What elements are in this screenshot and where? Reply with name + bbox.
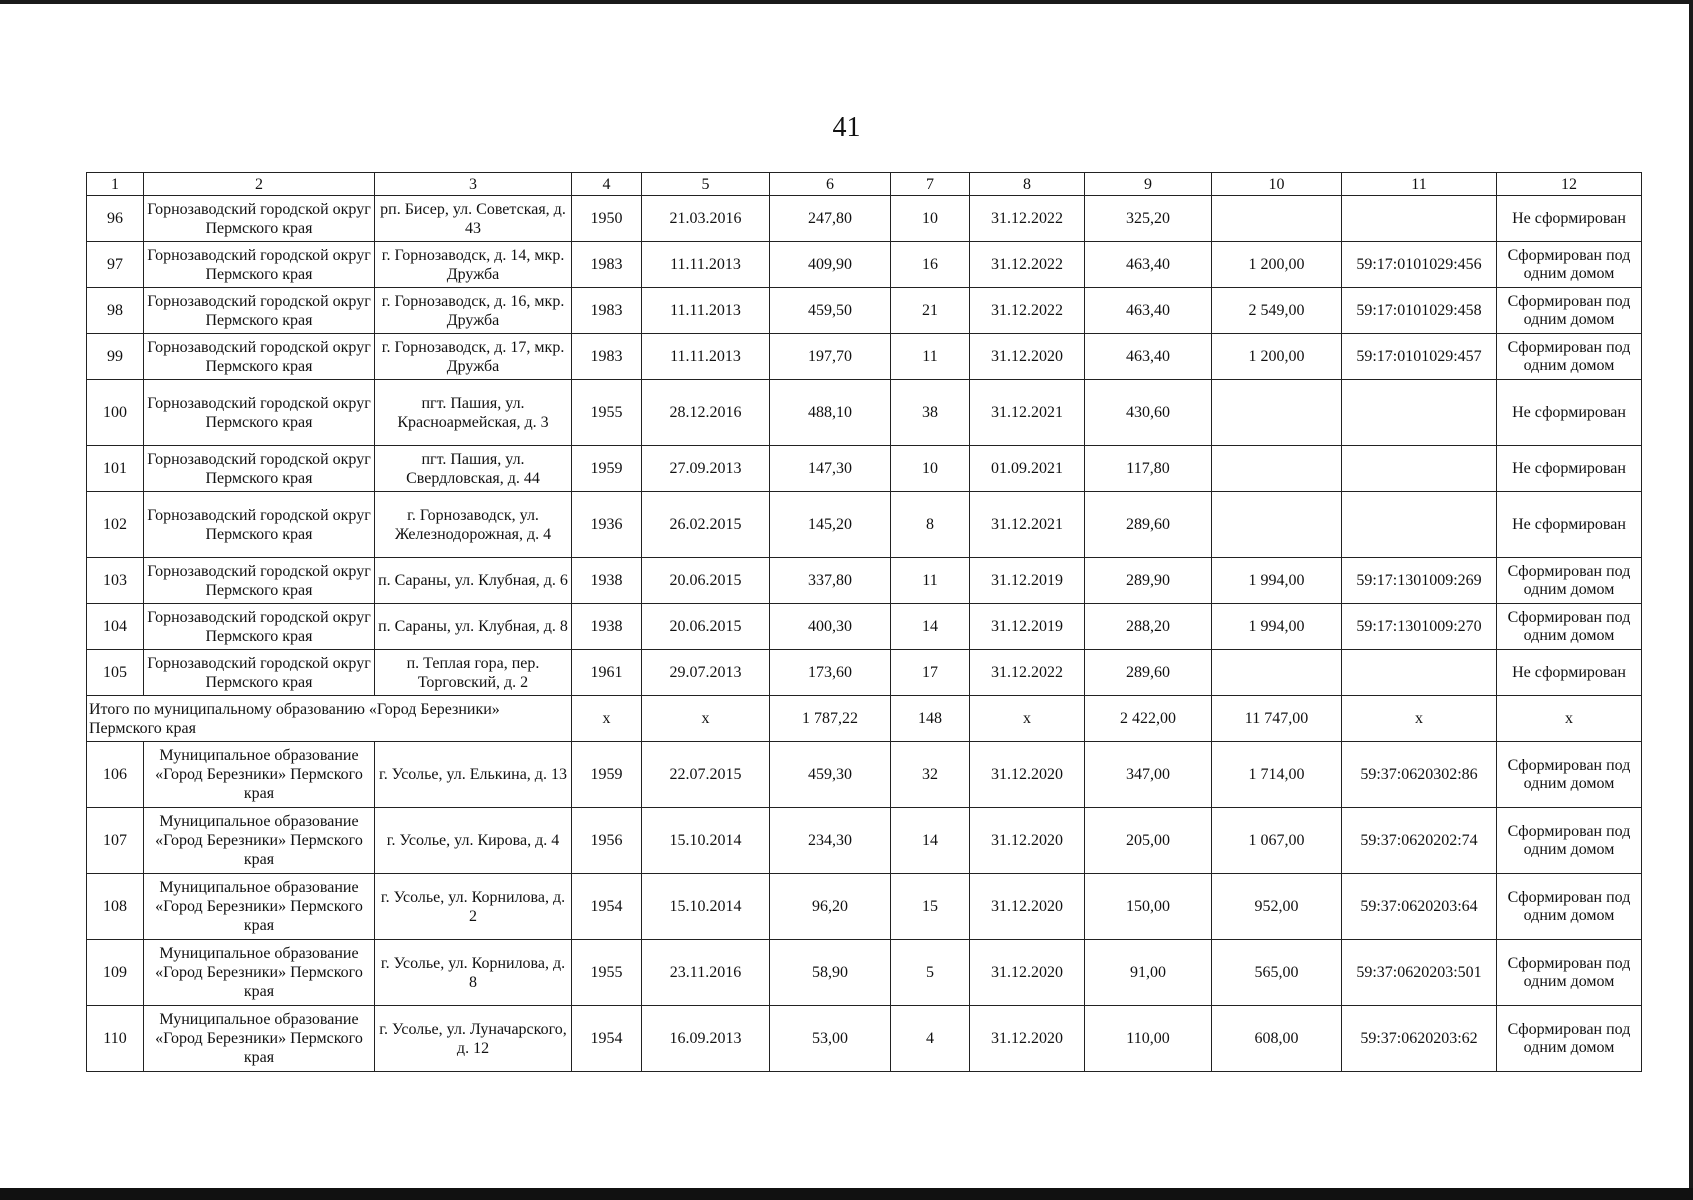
planned-date-cell: 31.12.2020 [970, 334, 1085, 380]
land-area-cell: 952,00 [1212, 874, 1342, 940]
area-cell: 337,80 [770, 558, 891, 604]
land-status-cell: Не сформирован [1497, 446, 1642, 492]
housing-register-table [86, 172, 1642, 1072]
municipality-cell: Муниципальное образование «Город Березники» Пермского края [144, 874, 375, 940]
land-area-cell [1212, 446, 1342, 492]
planned-area-cell: 205,00 [1085, 808, 1212, 874]
residents-cell: 10 [891, 446, 970, 492]
area-cell: 234,30 [770, 808, 891, 874]
recognition-date-cell: 11.11.2013 [642, 288, 770, 334]
residents-cell: 15 [891, 874, 970, 940]
page-number: 41 [832, 112, 861, 143]
municipality-cell: Муниципальное образование «Город Березники» Пермского края [144, 742, 375, 808]
row-number: 98 [87, 288, 144, 334]
planned-area-cell: 289,60 [1085, 492, 1212, 558]
residents-cell: 14 [891, 808, 970, 874]
planned-date-cell: 31.12.2020 [970, 742, 1085, 808]
planned-area-cell: 289,60 [1085, 650, 1212, 696]
cadastral-number-cell: 59:17:1301009:269 [1342, 558, 1497, 604]
planned-date-cell: 31.12.2020 [970, 874, 1085, 940]
cadastral-number-cell: 59:17:0101029:457 [1342, 334, 1497, 380]
recognition-date-cell: 20.06.2015 [642, 558, 770, 604]
table-row [87, 334, 1642, 380]
area-cell: 197,70 [770, 334, 891, 380]
cadastral-number-cell [1342, 196, 1497, 242]
table-row [87, 242, 1642, 288]
municipality-cell: Горнозаводский городской округ Пермского края [144, 492, 375, 558]
address-cell: г. Усолье, ул. Корнилова, д. 2 [375, 874, 572, 940]
land-status-cell: Сформирован под одним домом [1497, 334, 1642, 380]
column-number: 9 [1085, 173, 1212, 196]
address-cell: пгт. Пашия, ул. Свердловская, д. 44 [375, 446, 572, 492]
row-number: 97 [87, 242, 144, 288]
address-cell: рп. Бисер, ул. Советская, д. 43 [375, 196, 572, 242]
municipality-cell: Горнозаводский городской округ Пермского края [144, 650, 375, 696]
planned-area-cell: 463,40 [1085, 334, 1212, 380]
year-built-cell: 1983 [572, 334, 642, 380]
table-row [87, 1006, 1642, 1072]
year-built-cell: 1959 [572, 446, 642, 492]
table-row [87, 558, 1642, 604]
land-status-cell: Сформирован под одним домом [1497, 742, 1642, 808]
land-status-cell: Не сформирован [1497, 196, 1642, 242]
row-number: 107 [87, 808, 144, 874]
land-area-cell [1212, 650, 1342, 696]
planned-area-cell: 463,40 [1085, 288, 1212, 334]
planned-area-cell: 91,00 [1085, 940, 1212, 1006]
recognition-date-cell: 16.09.2013 [642, 1006, 770, 1072]
municipality-cell: Муниципальное образование «Город Березники» Пермского края [144, 808, 375, 874]
area-cell: 459,30 [770, 742, 891, 808]
land-area-cell [1212, 492, 1342, 558]
row-number: 110 [87, 1006, 144, 1072]
residents-cell: 16 [891, 242, 970, 288]
total-label: Итого по муниципальному образованию «Город Березники» Пермского края [87, 696, 572, 742]
planned-date-cell: 31.12.2022 [970, 196, 1085, 242]
planned-date-cell: 01.09.2021 [970, 446, 1085, 492]
land-area-cell: 565,00 [1212, 940, 1342, 1006]
area-cell: 96,20 [770, 874, 891, 940]
area-cell: 247,80 [770, 196, 891, 242]
municipality-cell: Горнозаводский городской округ Пермского края [144, 558, 375, 604]
land-status-cell: Не сформирован [1497, 380, 1642, 446]
planned-date-cell: 31.12.2022 [970, 288, 1085, 334]
cadastral-number-cell [1342, 380, 1497, 446]
planned-date-cell: 31.12.2022 [970, 242, 1085, 288]
total-status-cell: x [1497, 696, 1642, 742]
table-row [87, 940, 1642, 1006]
residents-cell: 8 [891, 492, 970, 558]
column-number: 10 [1212, 173, 1342, 196]
address-cell: г. Усолье, ул. Луначарского, д. 12 [375, 1006, 572, 1072]
land-status-cell: Не сформирован [1497, 650, 1642, 696]
land-status-cell: Сформирован под одним домом [1497, 808, 1642, 874]
total-year-cell: x [572, 696, 642, 742]
land-area-cell: 1 714,00 [1212, 742, 1342, 808]
year-built-cell: 1955 [572, 940, 642, 1006]
recognition-date-cell: 20.06.2015 [642, 604, 770, 650]
land-area-cell: 2 549,00 [1212, 288, 1342, 334]
planned-date-cell: 31.12.2021 [970, 380, 1085, 446]
municipality-cell: Горнозаводский городской округ Пермского края [144, 446, 375, 492]
residents-cell: 10 [891, 196, 970, 242]
area-cell: 145,20 [770, 492, 891, 558]
cadastral-number-cell [1342, 492, 1497, 558]
residents-cell: 11 [891, 558, 970, 604]
residents-cell: 38 [891, 380, 970, 446]
municipality-cell: Горнозаводский городской округ Пермского края [144, 380, 375, 446]
planned-area-cell: 430,60 [1085, 380, 1212, 446]
column-number: 8 [970, 173, 1085, 196]
municipality-cell: Муниципальное образование «Город Березники» Пермского края [144, 940, 375, 1006]
planned-date-cell: 31.12.2020 [970, 940, 1085, 1006]
residents-cell: 5 [891, 940, 970, 1006]
municipality-cell: Горнозаводский городской округ Пермского края [144, 242, 375, 288]
residents-cell: 4 [891, 1006, 970, 1072]
year-built-cell: 1983 [572, 288, 642, 334]
land-status-cell: Сформирован под одним домом [1497, 604, 1642, 650]
cadastral-number-cell [1342, 650, 1497, 696]
recognition-date-cell: 23.11.2016 [642, 940, 770, 1006]
table-row [87, 604, 1642, 650]
column-number: 7 [891, 173, 970, 196]
address-cell: г. Усолье, ул. Елькина, д. 13 [375, 742, 572, 808]
address-cell: п. Сараны, ул. Клубная, д. 8 [375, 604, 572, 650]
residents-cell: 17 [891, 650, 970, 696]
planned-date-cell: 31.12.2020 [970, 808, 1085, 874]
year-built-cell: 1950 [572, 196, 642, 242]
row-number: 99 [87, 334, 144, 380]
year-built-cell: 1956 [572, 808, 642, 874]
recognition-date-cell: 28.12.2016 [642, 380, 770, 446]
land-area-cell [1212, 380, 1342, 446]
residents-cell: 11 [891, 334, 970, 380]
cadastral-number-cell: 59:17:0101029:458 [1342, 288, 1497, 334]
address-cell: г. Горнозаводск, ул. Железнодорожная, д. 4 [375, 492, 572, 558]
planned-area-cell: 150,00 [1085, 874, 1212, 940]
scan-edge-bottom [0, 1188, 1693, 1200]
row-number: 101 [87, 446, 144, 492]
recognition-date-cell: 21.03.2016 [642, 196, 770, 242]
land-area-cell: 1 067,00 [1212, 808, 1342, 874]
municipality-cell: Горнозаводский городской округ Пермского края [144, 334, 375, 380]
recognition-date-cell: 26.02.2015 [642, 492, 770, 558]
total-people-cell: 148 [891, 696, 970, 742]
row-number: 108 [87, 874, 144, 940]
residents-cell: 32 [891, 742, 970, 808]
scan-edge-right [1689, 0, 1693, 1200]
address-cell: г. Горнозаводск, д. 14, мкр. Дружба [375, 242, 572, 288]
address-cell: г. Горнозаводск, д. 16, мкр. Дружба [375, 288, 572, 334]
area-cell: 173,60 [770, 650, 891, 696]
recognition-date-cell: 29.07.2013 [642, 650, 770, 696]
recognition-date-cell: 22.07.2015 [642, 742, 770, 808]
table-row [87, 380, 1642, 446]
land-area-cell: 1 200,00 [1212, 242, 1342, 288]
land-status-cell: Сформирован под одним домом [1497, 1006, 1642, 1072]
recognition-date-cell: 15.10.2014 [642, 808, 770, 874]
municipality-cell: Горнозаводский городской округ Пермского края [144, 196, 375, 242]
column-number: 11 [1342, 173, 1497, 196]
area-cell: 400,30 [770, 604, 891, 650]
row-number: 109 [87, 940, 144, 1006]
row-number: 106 [87, 742, 144, 808]
column-number: 6 [770, 173, 891, 196]
area-cell: 147,30 [770, 446, 891, 492]
cadastral-number-cell [1342, 446, 1497, 492]
year-built-cell: 1955 [572, 380, 642, 446]
land-status-cell: Не сформирован [1497, 492, 1642, 558]
recognition-date-cell: 15.10.2014 [642, 874, 770, 940]
recognition-date-cell: 11.11.2013 [642, 242, 770, 288]
table-row [87, 288, 1642, 334]
cadastral-number-cell: 59:17:1301009:270 [1342, 604, 1497, 650]
cadastral-number-cell: 59:17:0101029:456 [1342, 242, 1497, 288]
land-area-cell: 1 994,00 [1212, 604, 1342, 650]
column-number: 5 [642, 173, 770, 196]
total-land-cell: 11 747,00 [1212, 696, 1342, 742]
planned-date-cell: 31.12.2019 [970, 604, 1085, 650]
cadastral-number-cell: 59:37:0620203:64 [1342, 874, 1497, 940]
table-row [87, 446, 1642, 492]
table-row [87, 196, 1642, 242]
row-number: 100 [87, 380, 144, 446]
year-built-cell: 1938 [572, 558, 642, 604]
land-status-cell: Сформирован под одним домом [1497, 940, 1642, 1006]
cadastral-number-cell: 59:37:0620302:86 [1342, 742, 1497, 808]
column-number-row [87, 173, 1642, 196]
row-number: 105 [87, 650, 144, 696]
total-date-plan-cell: x [970, 696, 1085, 742]
row-number: 102 [87, 492, 144, 558]
address-cell: пгт. Пашия, ул. Красноармейская, д. 3 [375, 380, 572, 446]
year-built-cell: 1954 [572, 1006, 642, 1072]
planned-area-cell: 325,20 [1085, 196, 1212, 242]
row-number: 96 [87, 196, 144, 242]
row-number: 104 [87, 604, 144, 650]
area-cell: 53,00 [770, 1006, 891, 1072]
planned-area-cell: 347,00 [1085, 742, 1212, 808]
land-status-cell: Сформирован под одним домом [1497, 242, 1642, 288]
total-area-cell: 1 787,22 [770, 696, 891, 742]
year-built-cell: 1938 [572, 604, 642, 650]
year-built-cell: 1936 [572, 492, 642, 558]
table-row [87, 650, 1642, 696]
cadastral-number-cell: 59:37:0620202:74 [1342, 808, 1497, 874]
year-built-cell: 1959 [572, 742, 642, 808]
municipality-cell: Горнозаводский городской округ Пермского края [144, 288, 375, 334]
area-cell: 459,50 [770, 288, 891, 334]
year-built-cell: 1983 [572, 242, 642, 288]
column-number: 2 [144, 173, 375, 196]
table-row [87, 492, 1642, 558]
planned-area-cell: 117,80 [1085, 446, 1212, 492]
total-cad-cell: x [1342, 696, 1497, 742]
total-row [87, 696, 1642, 742]
planned-date-cell: 31.12.2020 [970, 1006, 1085, 1072]
scan-edge-top [0, 0, 1693, 4]
land-status-cell: Сформирован под одним домом [1497, 558, 1642, 604]
address-cell: п. Теплая гора, пер. Торговский, д. 2 [375, 650, 572, 696]
total-date-rec-cell: x [642, 696, 770, 742]
column-number: 12 [1497, 173, 1642, 196]
column-number: 4 [572, 173, 642, 196]
planned-date-cell: 31.12.2022 [970, 650, 1085, 696]
land-status-cell: Сформирован под одним домом [1497, 288, 1642, 334]
column-number: 3 [375, 173, 572, 196]
recognition-date-cell: 27.09.2013 [642, 446, 770, 492]
cadastral-number-cell: 59:37:0620203:62 [1342, 1006, 1497, 1072]
planned-area-cell: 289,90 [1085, 558, 1212, 604]
column-number: 1 [87, 173, 144, 196]
land-area-cell: 1 994,00 [1212, 558, 1342, 604]
address-cell: г. Усолье, ул. Кирова, д. 4 [375, 808, 572, 874]
planned-area-cell: 288,20 [1085, 604, 1212, 650]
planned-date-cell: 31.12.2019 [970, 558, 1085, 604]
row-number: 103 [87, 558, 144, 604]
table-row [87, 742, 1642, 808]
table-row [87, 808, 1642, 874]
residents-cell: 21 [891, 288, 970, 334]
planned-area-cell: 110,00 [1085, 1006, 1212, 1072]
land-area-cell [1212, 196, 1342, 242]
address-cell: п. Сараны, ул. Клубная, д. 6 [375, 558, 572, 604]
table-row [87, 874, 1642, 940]
address-cell: г. Горнозаводск, д. 17, мкр. Дружба [375, 334, 572, 380]
recognition-date-cell: 11.11.2013 [642, 334, 770, 380]
planned-area-cell: 463,40 [1085, 242, 1212, 288]
year-built-cell: 1954 [572, 874, 642, 940]
area-cell: 409,90 [770, 242, 891, 288]
land-status-cell: Сформирован под одним домом [1497, 874, 1642, 940]
municipality-cell: Горнозаводский городской округ Пермского края [144, 604, 375, 650]
area-cell: 488,10 [770, 380, 891, 446]
total-sq-cell: 2 422,00 [1085, 696, 1212, 742]
area-cell: 58,90 [770, 940, 891, 1006]
cadastral-number-cell: 59:37:0620203:501 [1342, 940, 1497, 1006]
land-area-cell: 608,00 [1212, 1006, 1342, 1072]
municipality-cell: Муниципальное образование «Город Березники» Пермского края [144, 1006, 375, 1072]
planned-date-cell: 31.12.2021 [970, 492, 1085, 558]
address-cell: г. Усолье, ул. Корнилова, д. 8 [375, 940, 572, 1006]
year-built-cell: 1961 [572, 650, 642, 696]
residents-cell: 14 [891, 604, 970, 650]
land-area-cell: 1 200,00 [1212, 334, 1342, 380]
